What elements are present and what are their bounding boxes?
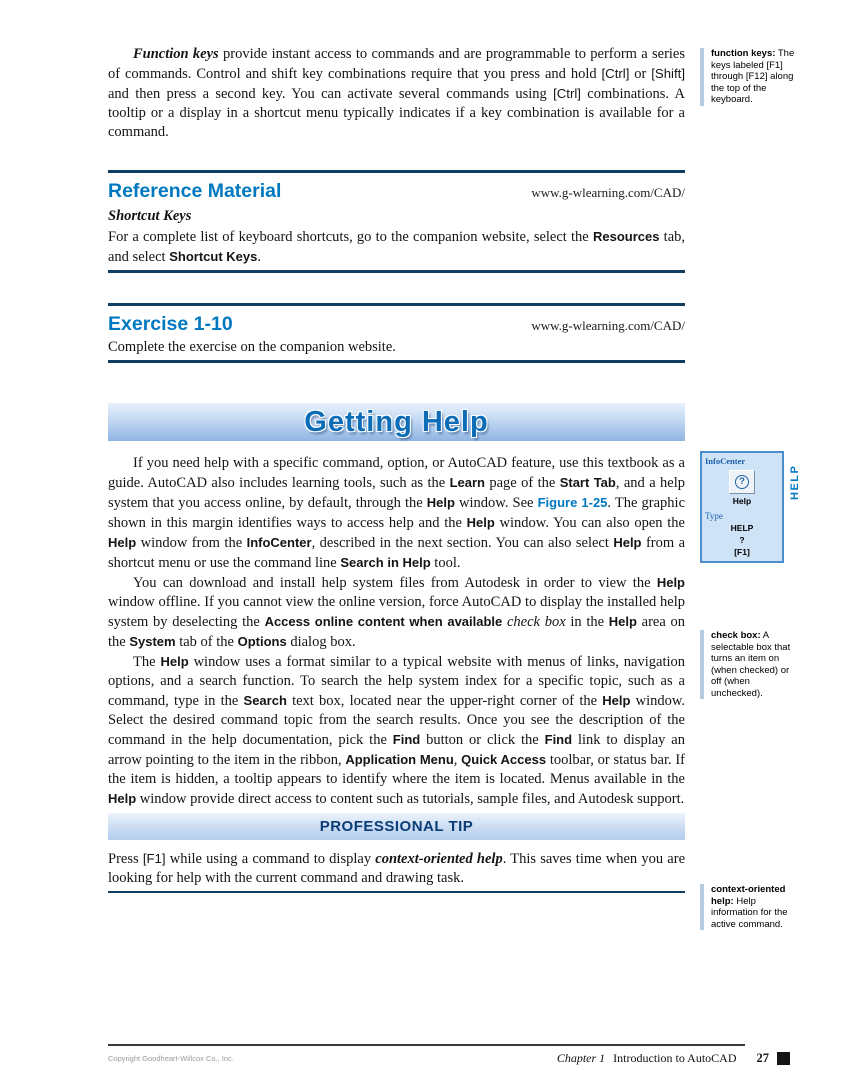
section-divider-rule	[108, 303, 685, 306]
getting-help-banner-title: Getting Help	[304, 405, 489, 438]
help-button-label: Help	[732, 496, 752, 506]
margin-definition: Help information for the active command.	[711, 895, 788, 930]
professional-tip-body: Press [F1] while using a command to display context-oriented help. This saves time when you are looking for help with the current command and drawing task.	[108, 851, 685, 886]
help-margin-tab: HELP	[789, 464, 801, 500]
reference-material-section	[108, 170, 685, 273]
section-divider-rule	[108, 170, 685, 173]
shortcut-keys-subtitle: Shortcut Keys	[108, 208, 192, 224]
reference-material-body: For a complete list of keyboard shortcuts, go to the companion website, select the Resources tab, and select Shortcut Keys.	[108, 229, 686, 265]
reference-material-title: Reference Material	[108, 180, 282, 202]
getting-help-paragraph-2: You can download and install help system files from Autodesk in order to view the Help window offline. If you cannot view the online version, force AutoCAD to display the installed help system by deselecting the Access online content when available check box in the Help area on the System tab of the Options dialog box.	[108, 575, 685, 650]
main-column	[108, 0, 685, 893]
footer-rule	[108, 1044, 745, 1046]
chapter-title: Introduction to AutoCAD	[613, 1051, 737, 1065]
command-line-entries	[704, 522, 780, 558]
section-divider-rule	[108, 360, 685, 363]
page-number: 27	[756, 1051, 769, 1065]
exercise-title: Exercise 1-10	[108, 313, 233, 335]
command-entry: HELP	[730, 523, 754, 533]
intro-paragraph: Function keys provide instant access to commands and are programmable to perform a series of commands. Control and shift key combinations require that you press and hold [Ctrl] or [Shift] and then press a second key. You can activate several commands using [Ctrl] combinations. A tooltip or a display in a shortcut menu typically indicates if a key combination is available for a command.	[108, 46, 686, 140]
footer-row	[108, 1051, 790, 1066]
margin-term: context-oriented help:	[711, 884, 786, 907]
section-divider-rule	[108, 270, 685, 273]
professional-tip-banner-title: PROFESSIONAL TIP	[319, 818, 474, 835]
professional-tip-banner	[108, 813, 685, 840]
margin-note-context-oriented-help	[700, 884, 795, 930]
getting-help-paragraph-1: If you need help with a specific command, option, or AutoCAD feature, use this textbook as a guide. AutoCAD also includes learning tools, such as the Learn page of the Start Tab, and a help system that you access online, by default, through the Help window. See Figure 1-25. The graphic shown in this margin identifies ways to access help and the Help window. You can also open the Help window from the InfoCenter, described in the next section. You can also select Help from a shortcut menu or use the command line Search in Help tool.	[108, 455, 686, 571]
getting-help-banner	[108, 403, 685, 441]
reference-material-header	[108, 179, 685, 203]
type-label: Type	[705, 511, 723, 521]
reference-material-url[interactable]: www.g-wlearning.com/CAD/	[531, 185, 685, 200]
infocenter-label: InfoCenter	[705, 456, 746, 466]
margin-note-function-keys	[700, 48, 795, 106]
help-button	[729, 470, 755, 494]
section-divider-rule	[108, 891, 685, 893]
margin-term: function keys:	[711, 48, 776, 59]
page-footer	[108, 1044, 790, 1066]
margin-definition: A selectable box that turns an item on (when checked) or off (when unchecked).	[711, 630, 791, 699]
margin-term: check box:	[711, 630, 761, 641]
command-entry: [F1]	[734, 547, 750, 557]
exercise-section	[108, 303, 685, 363]
margin-definition: The keys labeled [F1] through [F12] along the top of the keyboard.	[711, 48, 795, 105]
exercise-body: Complete the exercise on the companion website.	[108, 339, 396, 355]
question-mark-icon: ?	[735, 475, 749, 489]
margin-note-check-box	[700, 630, 795, 699]
chapter-reference	[557, 1051, 737, 1066]
chapter-number: Chapter 1	[556, 1051, 606, 1065]
exercise-header	[108, 312, 685, 336]
help-access-graphic	[700, 451, 784, 563]
command-entry: ?	[739, 535, 745, 545]
page-edge-tab	[777, 1052, 790, 1065]
exercise-url[interactable]: www.g-wlearning.com/CAD/	[531, 318, 685, 333]
copyright-notice: Copyright Goodheart-Willcox Co., Inc.	[108, 1054, 234, 1063]
getting-help-paragraph-3: The Help window uses a format similar to a typical website with menus of links, navigation options, and a search function. To search the help system index for a specific topic, such as a command, type in the Search text box, located near the upper-right corner of the Help window. Select the desired command topic from the search results. Once you see the description of the command in the help documentation, pick the Find button or click the Find link to display an arrow pointing to the item in the ribbon, Application Menu, Quick Access toolbar, or status bar. If the item is hidden, a tooltip appears to identify where the item is located. Menus available in the Help window provide direct access to content such as tutorials, sample files, and Autodesk support.	[108, 654, 686, 807]
